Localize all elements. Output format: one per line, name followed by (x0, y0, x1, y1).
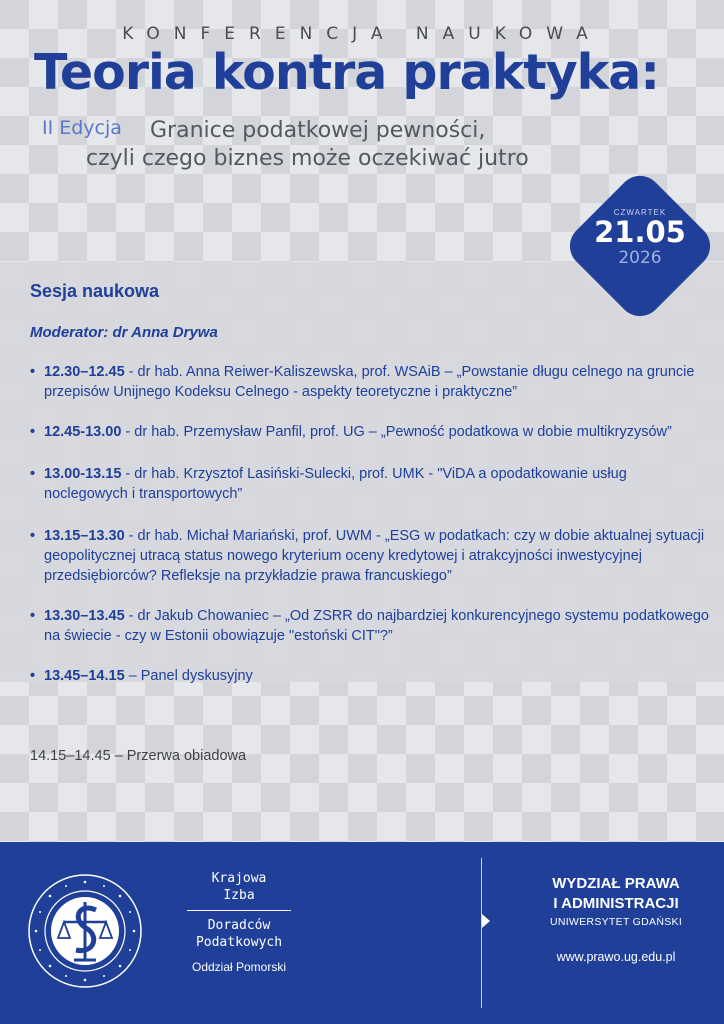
agenda-text: - dr hab. Krzysztof Lasiński-Sulecki, prof. UMK - "ViDA a opodatkowanie usług noclegowych i transportowych” (44, 466, 627, 502)
agenda-text: - dr Jakub Chowaniec – „Od ZSRR do najbardziej konkurencyjnego systemu podatkowego na świecie - czy w Estonii obowiązuje "estoński CIT"?” (44, 608, 709, 644)
arrow-right-icon (482, 914, 490, 928)
footer-divider (481, 858, 482, 1008)
kidp-divider (187, 910, 291, 911)
kidp-line-1: Krajowa (211, 871, 267, 886)
kidp-logo (174, 870, 304, 976)
university-seal-icon (26, 872, 144, 990)
badge-year: 2026 (618, 248, 662, 268)
faculty-block (526, 874, 706, 964)
agenda-list (30, 362, 710, 686)
faculty-website-link[interactable]: www.prawo.ug.edu.pl (556, 950, 676, 964)
subtitle-line-1: Granice podatkowej pewności, (150, 118, 486, 143)
agenda-item (30, 422, 710, 442)
agenda-time: 13.30–13.45 (44, 608, 125, 624)
kidp-line-3: Doradców (207, 918, 271, 933)
agenda-item (30, 606, 710, 646)
lunch-break: 14.15–14.45 – Przerwa obiadowa (30, 748, 247, 764)
footer (0, 842, 724, 1024)
conference-overline: KONFERENCJA NAUKOWA (122, 24, 602, 44)
agenda-time: 12.30–12.45 (44, 364, 125, 380)
agenda-item (30, 464, 710, 504)
subtitle-line-2: czyli czego biznes może oczekiwać jutro (86, 146, 529, 171)
badge-weekday: CZWARTEK (613, 208, 667, 217)
agenda-text: – Panel dyskusyjny (124, 668, 253, 684)
edition-label: II Edycja (42, 117, 122, 139)
agenda-item (30, 526, 710, 586)
agenda-time: 13.15–13.30 (44, 528, 125, 544)
agenda-time: 13.00-13.15 (44, 466, 122, 482)
badge-date: 21.05 (594, 215, 686, 249)
kidp-line-2: Izba (223, 888, 255, 903)
agenda-text: - dr hab. Michał Mariański, prof. UWM - „ESG w podatkach: czy w dobie aktualnej sytuacji geopolitycznej utracą status nowego kryterium oceny kredytowej i atrakcyjności inwestycyjnej przedsiębiorców? Refleksje na przykładzie prawa francuskiego” (44, 528, 705, 584)
faculty-name-line-1: WYDZIAŁ PRAWA (552, 875, 680, 892)
university-name: UNIWERSYTET GDAŃSKI (549, 916, 683, 928)
agenda-time: 13.45–14.15 (44, 668, 125, 684)
agenda-text: - dr hab. Anna Reiwer-Kaliszewska, prof. WSAiB – „Powstanie długu celnego na gruncie przepisów Unijnego Kodeksu Celnego - aspekty teoretyczne i praktyczne” (44, 364, 695, 400)
agenda-item (30, 666, 710, 686)
kidp-line-4: Podatkowych (195, 935, 283, 950)
kidp-branch: Oddział Pomorski (191, 960, 287, 974)
conference-title: Teoria kontra praktyka: (34, 44, 659, 101)
faculty-name-line-2: I ADMINISTRACJI (553, 895, 679, 912)
session-heading: Sesja naukowa (30, 281, 160, 301)
agenda-time: 12.45-13.00 (44, 424, 122, 440)
agenda-text: - dr hab. Przemysław Panfil, prof. UG – „Pewność podatkowa w dobie multikryzysów” (121, 424, 672, 440)
date-badge-text (584, 208, 696, 268)
agenda-item (30, 362, 710, 402)
moderator-line: Moderator: dr Anna Drywa (30, 324, 218, 341)
conference-subtitle (86, 117, 686, 173)
